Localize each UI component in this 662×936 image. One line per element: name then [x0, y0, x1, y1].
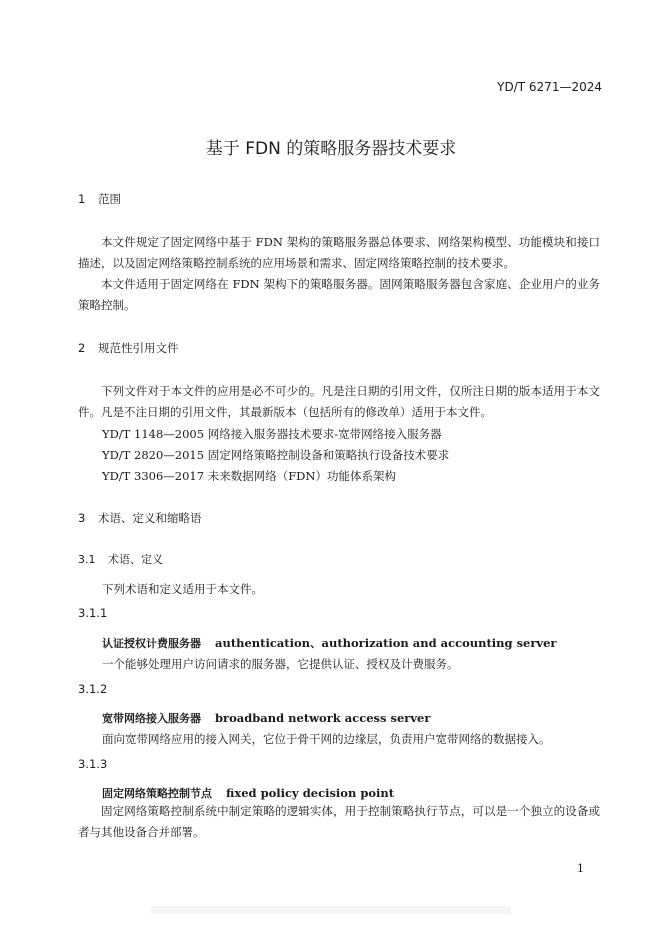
page-number: 1 [577, 862, 584, 875]
term-entry [102, 710, 430, 726]
faint-watermark [0, 906, 662, 920]
normative-reference: YD/T 2820—2015 固定网络策略控制设备和策略执行设备技术要求 [102, 448, 450, 462]
term-definition: 一个能够处理用户访问请求的服务器，它提供认证、授权及计费服务。 [102, 657, 459, 671]
term-english: fixed policy decision point [226, 786, 395, 800]
term-number: 3.1.1 [78, 606, 108, 620]
term-chinese: 宽带网络接入服务器 [102, 712, 201, 725]
term-chinese: 固定网络策略控制节点 [102, 787, 212, 800]
term-entry [102, 785, 394, 801]
section-number: 1 [78, 192, 86, 206]
term-english: authentication、authorization and accounting server [215, 636, 557, 650]
standard-code: YD/T 6271—2024 [497, 80, 602, 94]
subsection-number: 3.1 [78, 553, 96, 566]
section-1-paragraph-2: 本文件适用于固定网络在 FDN 架构下的策略服务器。固网策略服务器包含家庭、企业用户的业务策略控制。 [78, 277, 600, 313]
term-number: 3.1.2 [78, 682, 108, 696]
subsection-title: 术语、定义 [108, 553, 163, 566]
normative-reference: YD/T 1148—2005 网络接入服务器技术要求-宽带网络接入服务器 [102, 427, 442, 441]
section-title: 术语、定义和缩略语 [98, 511, 202, 525]
section-title: 范围 [98, 192, 121, 206]
section-number: 2 [78, 341, 86, 355]
term-number: 3.1.3 [78, 757, 108, 771]
section-2-paragraph: 下列文件对于本文件的应用是必不可少的。凡是注日期的引用文件，仅所注日期的版本适用于本文件。凡是不注日期的引用文件，其最新版本（包括所有的修改单）适用于本文件。 [78, 384, 600, 420]
subsection-3-1-heading [78, 551, 163, 567]
term-entry [102, 635, 557, 651]
term-chinese: 认证授权计费服务器 [102, 637, 201, 650]
term-english: broadband network access server [215, 711, 431, 725]
term-definition: 面向宽带网络应用的接入网关，它位于骨干网的边缘层，负责用户宽带网络的数据接入。 [102, 732, 551, 746]
terms-intro: 下列术语和定义适用于本文件。 [102, 582, 263, 596]
section-1-heading [78, 191, 121, 207]
section-number: 3 [78, 511, 86, 525]
document-title: 基于 FDN 的策略服务器技术要求 [205, 139, 457, 159]
normative-reference: YD/T 3306—2017 未来数据网络（FDN）功能体系架构 [102, 469, 396, 483]
section-3-heading [78, 510, 202, 526]
term-definition: 固定网络策略控制系统中制定策略的逻辑实体，用于控制策略执行节点，可以是一个独立的设备或者与其他设备合并部署。 [78, 804, 600, 840]
section-title: 规范性引用文件 [98, 341, 179, 355]
section-2-heading [78, 340, 179, 356]
section-1-paragraph-1: 本文件规定了固定网络中基于 FDN 架构的策略服务器总体要求、网络架构模型、功能模块和接口描述，以及固定网络策略控制系统的应用场景和需求、固定网络策略控制的技术要求。 [78, 235, 600, 271]
